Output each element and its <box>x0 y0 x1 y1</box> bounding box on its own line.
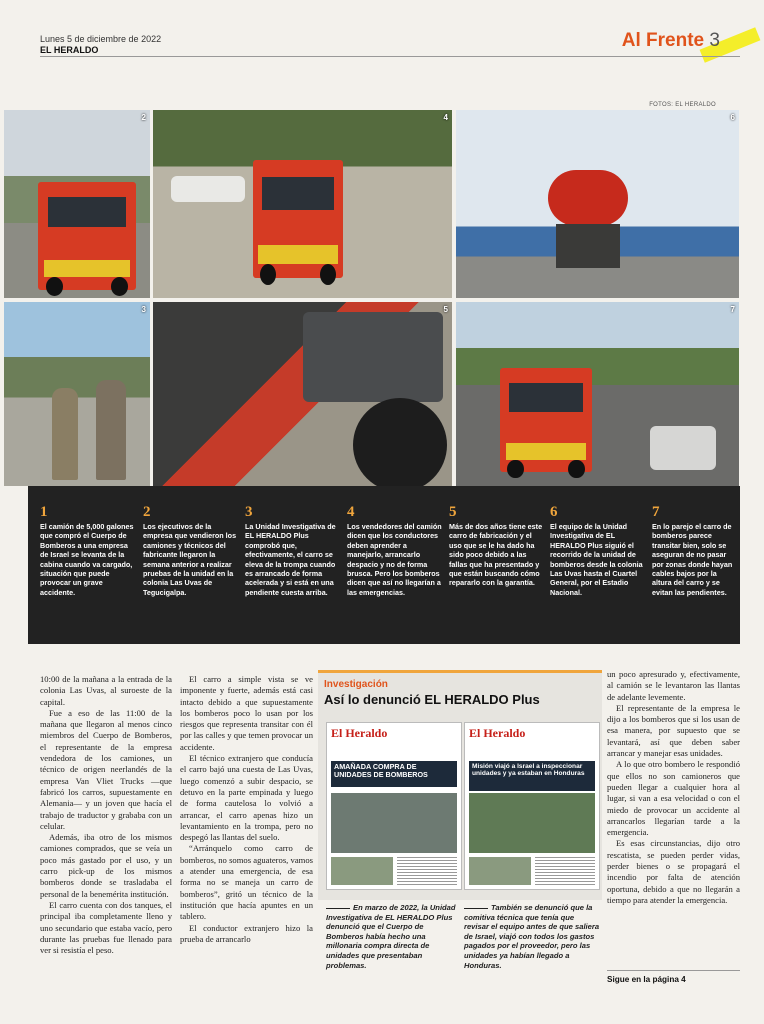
photo-number: 3 <box>141 305 146 314</box>
page-number: 3 <box>709 30 720 51</box>
photo-3 <box>4 302 150 486</box>
investigation-caption-1 <box>326 903 462 970</box>
photo-number: 4 <box>443 113 448 122</box>
caption-text: En marzo de 2022, la Unidad Investigativa de EL HERALDO Plus denunció que el Cuerpo de Bomberos había hecho una millonaria compra directa de unidades que presentaban problemas. <box>326 903 456 970</box>
photo-4 <box>153 110 452 298</box>
tire-image <box>353 398 447 486</box>
caption-number: 4 <box>347 504 355 520</box>
firefighter-figure <box>96 380 126 480</box>
caption-text: Los vendedores del camión dicen que los conductores deben aprender a manejarlo, arrancarlo despacio y no de forma brusca. Pero los bomberos dicen que así no llegarían a las emergencias. <box>347 522 442 597</box>
fire-truck-image <box>38 182 136 290</box>
cover-photo <box>469 793 595 853</box>
caption-dash <box>464 908 488 909</box>
issue-date: Lunes 5 de diciembre de 2022 <box>40 34 162 44</box>
article-paragraph: El carro a simple vista se ve imponente y fuerte, además está casi intacto debido a que supuestamente los bomberos poco lo usan por los riesgos que representa transitar con él por las calles y que temen provocar un accidente. <box>180 674 313 752</box>
cover-photo-small <box>331 857 393 885</box>
photo-caption-3 <box>245 504 341 597</box>
cover-headline: Misión viajó a Israel a inspeccionar unidades y ya estaban en Honduras <box>469 761 595 791</box>
caption-number: 7 <box>652 504 660 520</box>
truck-undercarriage <box>303 312 443 402</box>
photo-2 <box>4 110 150 298</box>
article-paragraph: Es esas circunstancias, dijo otro rescatista, se pueden perder vidas, perder bienes o se propagará el incendio por falta de atención oportuna, debido a que no llegarán a tiempo para atender la emergencia. <box>607 838 740 905</box>
article-paragraph: Fue a eso de las 11:00 de la mañana que llegaron al menos cinco miembros del Cuerpo de Bomberos, el representante de la empresa vendedora de los camiones, un técnico de origen neerlandés de la empresa Van Vliet Trucks —que fabricó los carros, supuestamente en Alemania— y un joven que hacía el trabajo de traductor y grababa con un celular. <box>40 707 172 831</box>
cover-headline: AMAÑADA COMPRA DE UNIDADES DE BOMBEROS <box>331 761 457 787</box>
investigation-title: Así lo denunció EL HERALDO Plus <box>324 692 540 707</box>
article-paragraph: un poco apresurado y, efectivamente, al camión se le levantaron las llantas de adelante levemente. <box>607 669 740 702</box>
photo-number: 2 <box>141 113 146 122</box>
caption-text: En lo parejo el carro de bomberos parece transitar bien, solo se aseguran de no pasar por zonas donde hayan cables bajos por la altura del carro y se evitan las pendientes. <box>652 522 733 597</box>
firefighter-figure <box>52 388 78 480</box>
front-page-cover-2 <box>464 722 600 890</box>
front-page-cover-1 <box>326 722 462 890</box>
article-paragraph: El conductor extranjero hizo la prueba de arrancarlo <box>180 922 313 944</box>
header-rule <box>40 56 740 57</box>
cover-photo-small <box>469 857 531 885</box>
fire-truck-image <box>500 368 592 472</box>
photo-5 <box>153 302 452 486</box>
photo-7 <box>456 302 739 486</box>
caption-number: 5 <box>449 504 457 520</box>
photo-number: 7 <box>730 305 735 314</box>
photo-caption-1 <box>40 504 136 597</box>
pickup-truck-image <box>650 426 716 470</box>
article-paragraph: “Arránquelo como carro de bomberos, no somos aguateros, vamos a atender una emergencia, de esa forma no se maneja un carro de bomberos”, gritó un técnico de la institución que hacía apuntes en un tablero. <box>180 843 313 922</box>
caption-number: 1 <box>40 504 48 520</box>
article-paragraph: El representante de la empresa le dijo a los bomberos que si los usan de esa manera, por supuesto que se levantará, así que deben saber arrancar y manejar esas unidades. <box>607 702 740 759</box>
continued-on-page: Sigue en la página 4 <box>607 975 686 984</box>
caption-number: 2 <box>143 504 151 520</box>
article-paragraph: A lo que otro bombero le respondió que ellos no son camioneros que pueden llegar a cualquier hora al lugar, si van a esa velocidad o con el miedo de provocar un accidente al arrancarlos llegarían tarde a la emergencia. <box>607 759 740 838</box>
article-paragraph: El carro cuenta con dos tanques, el principal iba completamente lleno y uno secundario que estaba vacío, pero durante las pruebas fue llenado para ver si resistía el peso. <box>40 899 172 956</box>
tanker-chassis <box>556 224 620 268</box>
caption-number: 6 <box>550 504 558 520</box>
section-title <box>622 30 720 52</box>
section-name: Al Frente <box>621 30 705 51</box>
photo-caption-6 <box>550 504 646 597</box>
caption-text: El equipo de la Unidad Investigativa de EL HERALDO Plus siguió el recorrido de la unidad de bomberos desde la colonia Las Uvas hasta el Cuartel General, por el Estadio Nacional. <box>550 522 643 597</box>
cover-masthead: El Heraldo <box>465 723 599 745</box>
investigation-caption-2 <box>464 903 600 970</box>
photo-caption-5 <box>449 504 545 588</box>
cover-masthead: El Heraldo <box>327 723 461 745</box>
cover-text-lines <box>397 857 457 885</box>
parked-car-image <box>171 176 245 202</box>
photo-number: 5 <box>443 305 448 314</box>
photo-number: 6 <box>730 113 735 122</box>
photo-caption-4 <box>347 504 443 597</box>
investigation-kicker: Investigación <box>324 679 388 690</box>
caption-text: La Unidad Investigativa de EL HERALDO Plus comprobó que, efectivamente, el carro se eleva de la trompa cuando es arrancado de forma acelerada y si está en una pendiente cuesta arriba. <box>245 522 336 597</box>
cover-photo <box>331 793 457 853</box>
article-paragraph: El técnico extranjero que conducía el carro bajó una cuesta de Las Uvas, luego comenzó a subir despacio, se detuvo en la parte empinada y luego de forma cautelosa lo volvió a arrancar, el carro apenas hizo un levantamiento en la trompa, pero no despegó las llantas del suelo. <box>180 753 313 843</box>
photo-6 <box>456 110 739 298</box>
caption-number: 3 <box>245 504 253 520</box>
article-column-4 <box>607 669 740 906</box>
caption-text: También se denunció que la comitiva técnica que tenía que revisar el equipo antes de que saliera de Israel, viajó con todos los gastos pagados por el proveedor, pero las unidades ya habían llegado a Honduras. <box>464 903 600 970</box>
photo-caption-7 <box>652 504 736 597</box>
article-column-2 <box>180 674 313 945</box>
caption-text: El camión de 5,000 galones que compró el Cuerpo de Bomberos a una empresa de Israel se levanta de la cabina cuando va cargado, situación que puede provocar un grave accidente. <box>40 522 134 597</box>
continued-rule <box>607 970 740 971</box>
photo-credit: FOTOS: EL HERALDO <box>649 102 716 108</box>
article-column-1 <box>40 674 172 956</box>
newspaper-name: EL HERALDO <box>40 45 99 55</box>
article-paragraph: 10:00 de la mañana a la entrada de la colonia Las Uvas, al suroeste de la capital. <box>40 674 172 707</box>
caption-text: Los ejecutivos de la empresa que vendieron los camiones y técnicos del fabricante llegaron la semana anterior a realizar pruebas de la unidad en la colonia Las Uvas de Tegucigalpa. <box>143 522 237 597</box>
article-paragraph: Además, iba otro de los mismos camiones comprados, que se veía un poco más gastado por el uso, y un carro pick-up de los mismos bomberos donde se trasladaba el personal de la benemérita institución. <box>40 832 172 899</box>
photo-caption-2 <box>143 504 239 597</box>
fire-truck-image <box>253 160 343 278</box>
water-tanker-image <box>548 170 628 226</box>
caption-dash <box>326 908 350 909</box>
cover-text-lines <box>535 857 595 885</box>
caption-text: Más de dos años tiene este carro de fabricación y el uso que se le ha dado ha sido poco debido a las fallas que ha presentado y que están buscando cómo repararlo con la garantía. <box>449 522 543 588</box>
